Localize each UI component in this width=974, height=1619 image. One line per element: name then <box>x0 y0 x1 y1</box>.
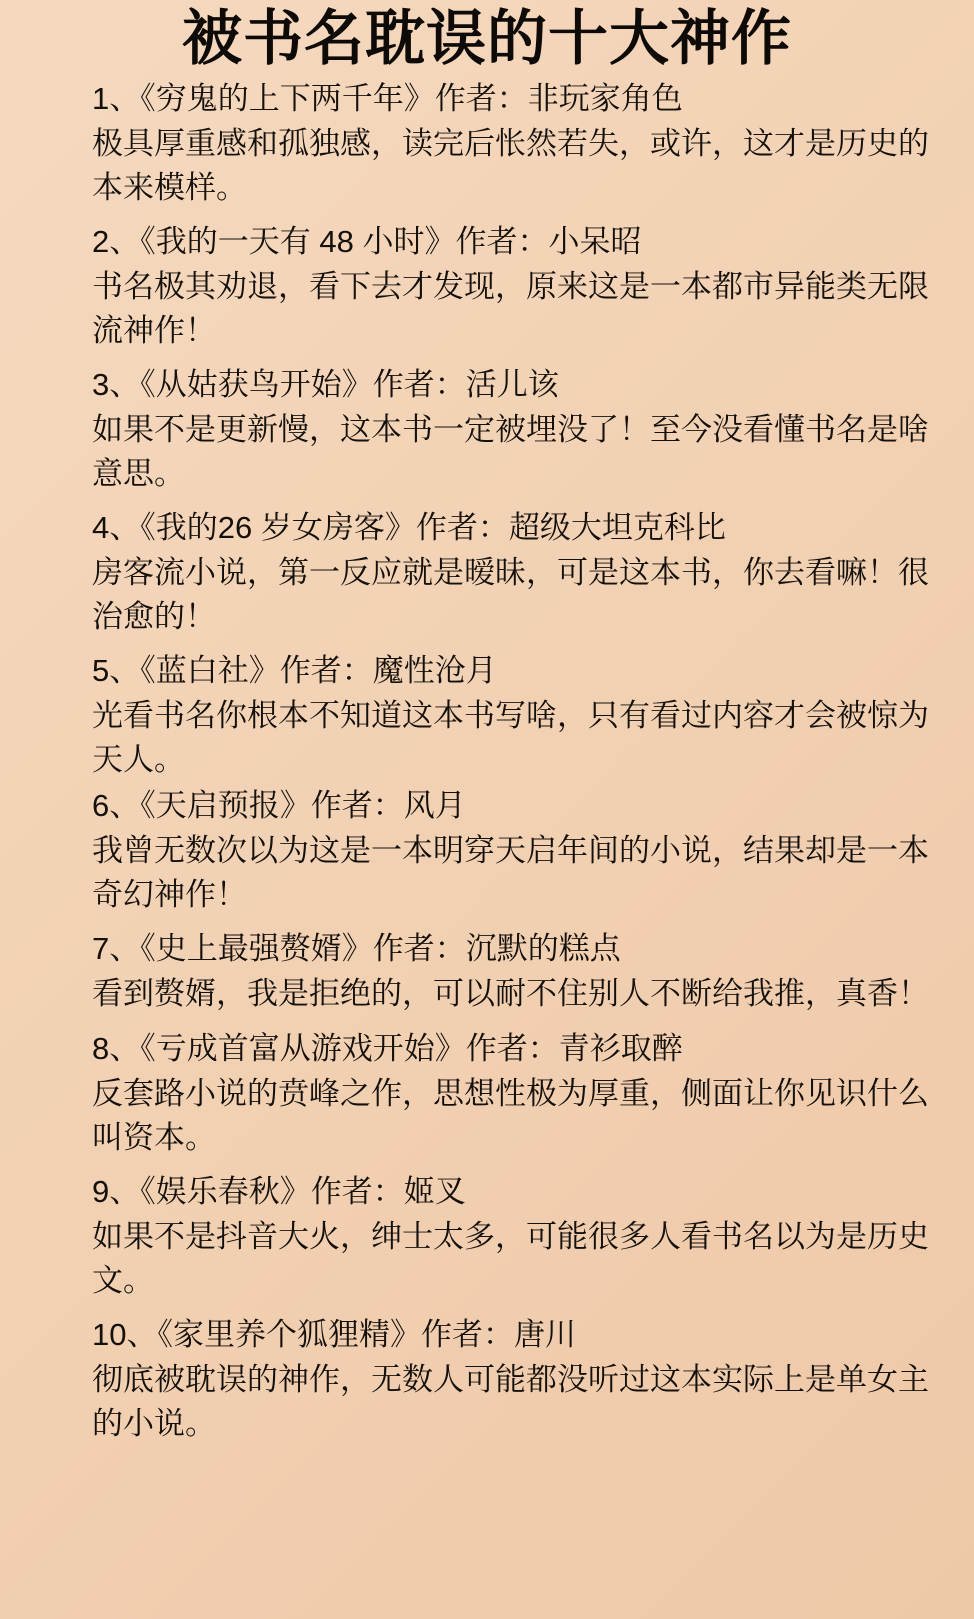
entry-title: 6、《天启预报》作者：风月 <box>92 788 466 824</box>
entry-description: 反套路小说的贲峰之作，思想性极为厚重，侧面让你见识什么叫资本。 <box>92 1075 929 1155</box>
entry-title: 3、《从姑获鸟开始》作者：活儿该 <box>92 367 559 403</box>
entry-description: 如果不是更新慢，这本书一定被埋没了！至今没看懂书名是啥意思。 <box>92 412 929 492</box>
entry-title: 4、《我的26 岁女房客》作者：超级大坦克科比 <box>92 510 726 546</box>
entry-description: 光看书名你根本不知道这本书写啥，只有看过内容才会被惊为天人。 <box>92 698 929 778</box>
entry-description: 极具厚重感和孤独感，读完后怅然若失，或许，这才是历史的本来模样。 <box>92 126 929 206</box>
list-item <box>26 77 948 210</box>
entry-description: 房客流小说，第一反应就是暧昧，可是这本书，你去看嘛！很治愈的！ <box>92 555 929 635</box>
entry-title: 2、《我的一天有 48 小时》作者：小呆昭 <box>92 224 642 260</box>
entry-title: 1、《穷鬼的上下两千年》作者：非玩家角色 <box>92 81 683 117</box>
entry-title: 9、《娱乐春秋》作者：姬叉 <box>92 1173 466 1209</box>
entry-description: 书名极其劝退，看下去才发现，原来这是一本都市异能类无限流神作！ <box>92 269 929 349</box>
list-item <box>26 1027 948 1160</box>
list-item <box>26 363 948 496</box>
list-item <box>26 649 948 782</box>
entry-title: 5、《蓝白社》作者：魔性沧月 <box>92 653 497 689</box>
list-item <box>26 506 948 639</box>
list-item <box>26 927 948 1016</box>
entry-title: 8、《亏成首富从游戏开始》作者：青衫取醉 <box>92 1030 683 1066</box>
entry-title: 10、《家里养个狐狸精》作者：唐川 <box>92 1316 576 1352</box>
list-item <box>26 1170 948 1303</box>
entry-description: 如果不是抖音大火，绅士太多，可能很多人看书名以为是历史文。 <box>92 1218 929 1298</box>
entry-description: 我曾无数次以为这是一本明穿天启年间的小说，结果却是一本奇幻神作！ <box>92 833 929 913</box>
list-item <box>26 220 948 353</box>
page-title: 被书名耽误的十大神作 <box>182 4 792 74</box>
list-item <box>26 1313 948 1446</box>
list-item <box>26 784 948 917</box>
entry-title: 7、《史上最强赘婿》作者：沉默的糕点 <box>92 931 621 967</box>
entry-description: 看到赘婿，我是拒绝的，可以耐不住别人不断给我推，真香！ <box>92 976 929 1012</box>
entry-description: 彻底被耽误的神作，无数人可能都没听过这本实际上是单女主的小说。 <box>92 1361 929 1441</box>
